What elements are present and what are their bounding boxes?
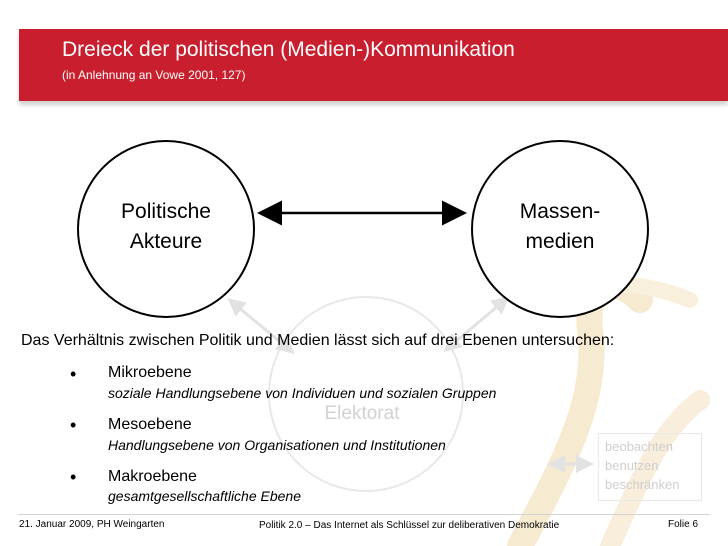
politische-akteure-label: Politische Akteure <box>121 200 211 253</box>
level-desc-mikro: soziale Handlungsebene von Individuen und sozialen Gruppen <box>108 385 497 401</box>
slide-subtitle: (in Anlehnung an Vowe 2001, 127) <box>62 68 246 82</box>
level-title-makro: Makroebene <box>108 468 197 485</box>
bullet-mikro: • <box>70 364 77 384</box>
verb-beschraenken: beschränken <box>605 477 680 492</box>
footer-talk-title: Politik 2.0 – Das Internet als Schlüssel zur deliberativen Demokratie <box>259 520 560 531</box>
level-title-mikro: Mikroebene <box>108 364 192 381</box>
footer-slide-number: Folie 6 <box>668 519 699 530</box>
level-desc-meso: Handlungsebene von Organisationen und Institutionen <box>108 437 446 453</box>
verb-beobachten: beobachten <box>605 439 673 454</box>
interaction-verbs-box <box>598 433 702 501</box>
elektorat-label: Elektorat <box>324 403 400 424</box>
bullet-meso: • <box>70 415 77 435</box>
footer-date-place: 21. Januar 2009, PH Weingarten <box>19 519 165 530</box>
verb-benutzen: benutzen <box>605 458 659 473</box>
massenmedien-label: Massen- medien <box>519 200 601 253</box>
slide-title: Dreieck der politischen (Medien-)Kommunikation <box>62 38 515 61</box>
intro-text: Das Verhältnis zwischen Politik und Medien lässt sich auf drei Ebenen untersuchen: <box>21 332 615 349</box>
bullet-makro: • <box>70 467 77 487</box>
footer-divider <box>18 514 710 515</box>
level-title-meso: Mesoebene <box>108 416 192 433</box>
level-desc-makro: gesamtgesellschaftliche Ebene <box>108 488 302 504</box>
